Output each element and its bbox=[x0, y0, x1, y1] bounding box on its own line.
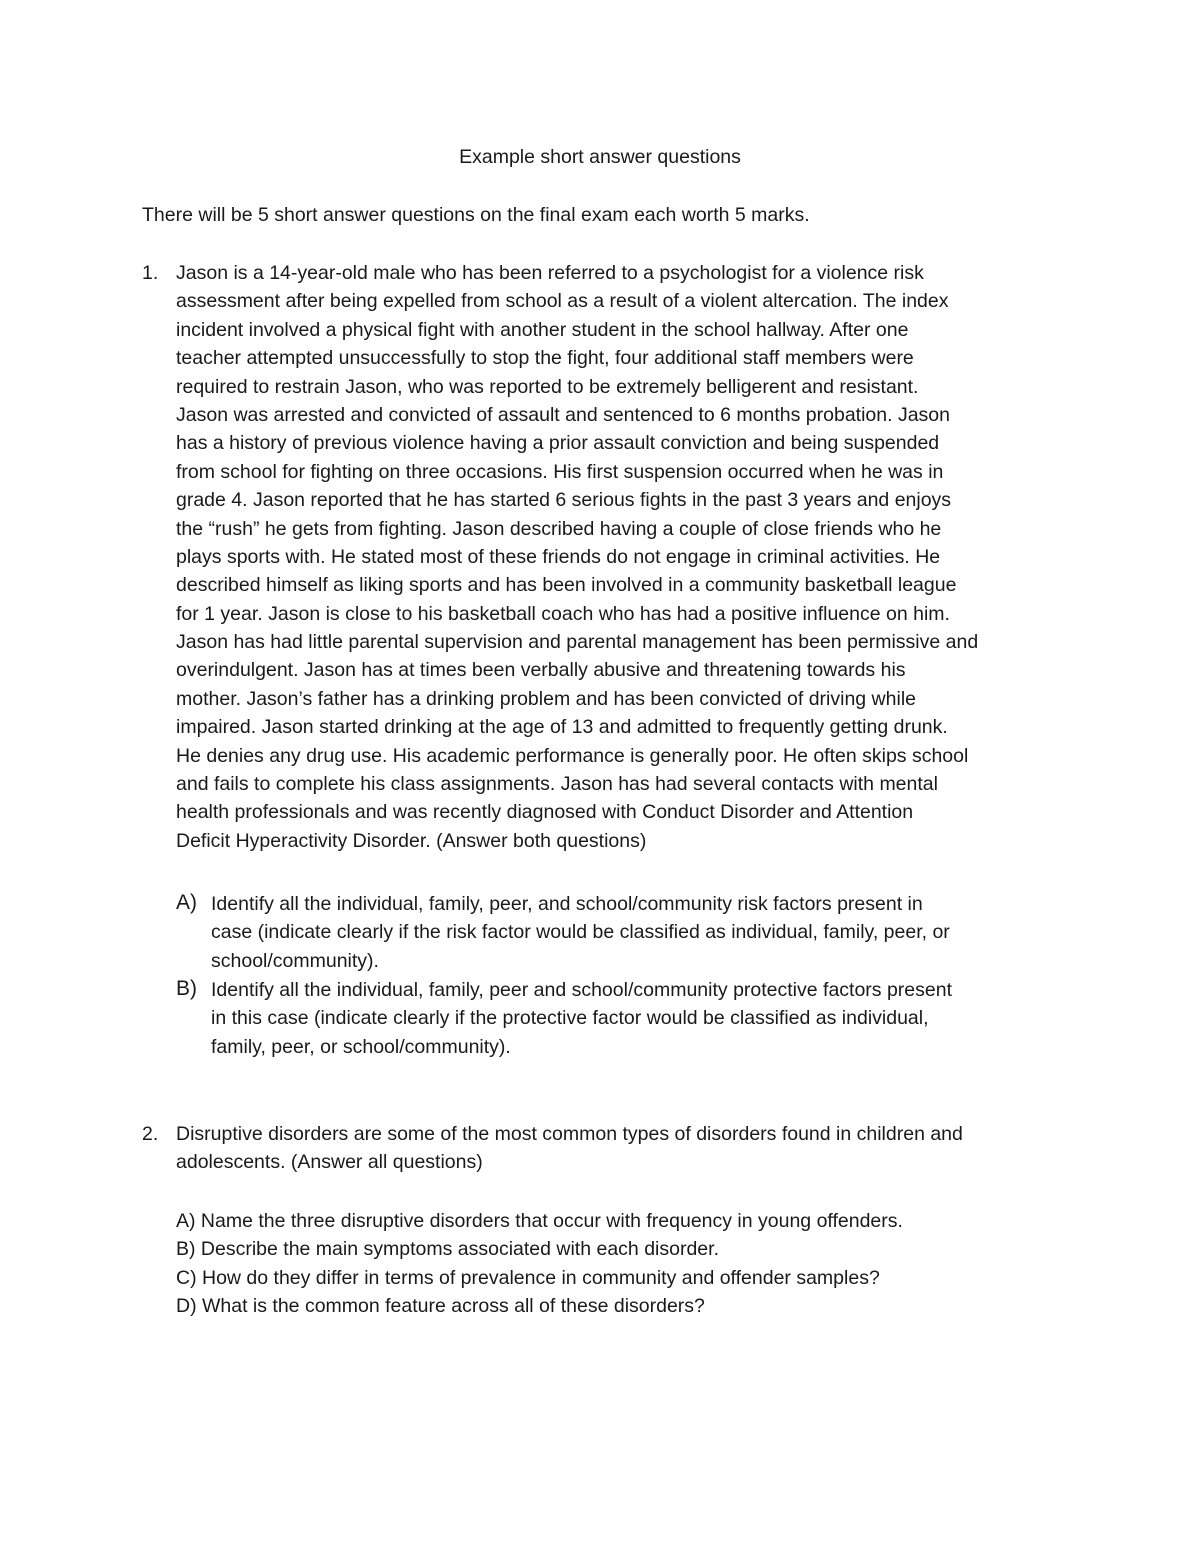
question-1-line: He denies any drug use. His academic performance is generally poor. He often skips school bbox=[176, 744, 969, 767]
subquestion-line: in this case (indicate clearly if the protective factor would be classified as individual, bbox=[211, 1007, 929, 1030]
question-2-text bbox=[176, 1120, 1076, 1177]
question-1-line: health professionals and was recently diagnosed with Conduct Disorder and Attention bbox=[176, 801, 914, 824]
question-1-line: Jason was arrested and convicted of assault and sentenced to 6 months probation. Jason bbox=[176, 403, 950, 426]
question-1-line: Deficit Hyperactivity Disorder. (Answer both questions) bbox=[176, 829, 647, 852]
question-1-line: grade 4. Jason reported that he has started 6 serious fights in the past 3 years and enjoys bbox=[176, 489, 952, 512]
subquestion-line: family, peer, or school/community). bbox=[211, 1035, 511, 1058]
question-1-line: assessment after being expelled from school as a result of a violent altercation. The index bbox=[176, 290, 949, 313]
question-1-line: has a history of previous violence having a prior assault conviction and being suspended bbox=[176, 432, 940, 455]
subquestion-line: Identify all the individual, family, peer and school/community protective factors present bbox=[211, 979, 952, 1001]
question-1-line: overindulgent. Jason has at times been verbally abusive and threatening towards his bbox=[176, 659, 906, 682]
question-1-line: incident involved a physical fight with another student in the school hallway. After one bbox=[176, 318, 909, 341]
question-1-line: for 1 year. Jason is close to his basketball coach who has had a positive influence on him. bbox=[176, 602, 950, 625]
question-1-line: required to restrain Jason, who was reported to be extremely belligerent and resistant. bbox=[176, 375, 919, 398]
subquestion-line: Identify all the individual, family, peer, and school/community risk factors present in bbox=[211, 893, 923, 915]
question-1-text bbox=[176, 259, 1076, 855]
subquestion-1a-text bbox=[211, 890, 1081, 975]
question-1-line: Jason has had little parental supervision and parental management has been permissive and bbox=[176, 631, 979, 654]
intro-text: There will be 5 short answer questions on the final exam each worth 5 marks. bbox=[142, 204, 810, 226]
subquestion-line: case (indicate clearly if the risk factor would be classified as individual, family, peer, or bbox=[211, 921, 950, 944]
question-1-line: plays sports with. He stated most of these friends do not engage in criminal activities. He bbox=[176, 545, 941, 568]
subquestion-2a: A) Name the three disruptive disorders that occur with frequency in young offenders. bbox=[176, 1210, 903, 1232]
question-1-number: 1. bbox=[142, 262, 159, 284]
question-1-line: and fails to complete his class assignments. Jason has had several contacts with mental bbox=[176, 773, 938, 796]
question-1-line: teacher attempted unsuccessfully to stop the fight, four additional staff members were bbox=[176, 347, 914, 370]
question-2-number: 2. bbox=[142, 1123, 159, 1145]
subquestion-line: school/community). bbox=[211, 949, 379, 972]
question-1-line: impaired. Jason started drinking at the age of 13 and admitted to frequently getting drunk. bbox=[176, 716, 948, 739]
document-title: Example short answer questions bbox=[459, 146, 741, 168]
question-2-line: Disruptive disorders are some of the most common types of disorders found in children and bbox=[176, 1123, 963, 1145]
question-1-line: mother. Jason’s father has a drinking problem and has been convicted of driving while bbox=[176, 687, 916, 710]
question-1-line: Jason is a 14-year-old male who has been referred to a psychologist for a violence risk bbox=[176, 262, 924, 284]
question-1-line: the “rush” he gets from fighting. Jason described having a couple of close friends who he bbox=[176, 517, 942, 540]
question-2-line: adolescents. (Answer all questions) bbox=[176, 1151, 483, 1174]
subquestion-1b-text bbox=[211, 976, 1081, 1061]
question-1-line: described himself as liking sports and has been involved in a community basketball league bbox=[176, 574, 957, 597]
question-1-line: from school for fighting on three occasions. His first suspension occurred when he was in bbox=[176, 460, 944, 483]
subquestion-1a-label: A) bbox=[176, 891, 197, 914]
question-2-subquestions bbox=[176, 1207, 1076, 1321]
subquestion-2c: C) How do they differ in terms of prevalence in community and offender samples? bbox=[176, 1266, 880, 1289]
subquestion-2b: B) Describe the main symptoms associated with each disorder. bbox=[176, 1238, 719, 1261]
subquestion-1b-label: B) bbox=[176, 977, 197, 1000]
subquestion-2d: D) What is the common feature across all of these disorders? bbox=[176, 1295, 705, 1318]
